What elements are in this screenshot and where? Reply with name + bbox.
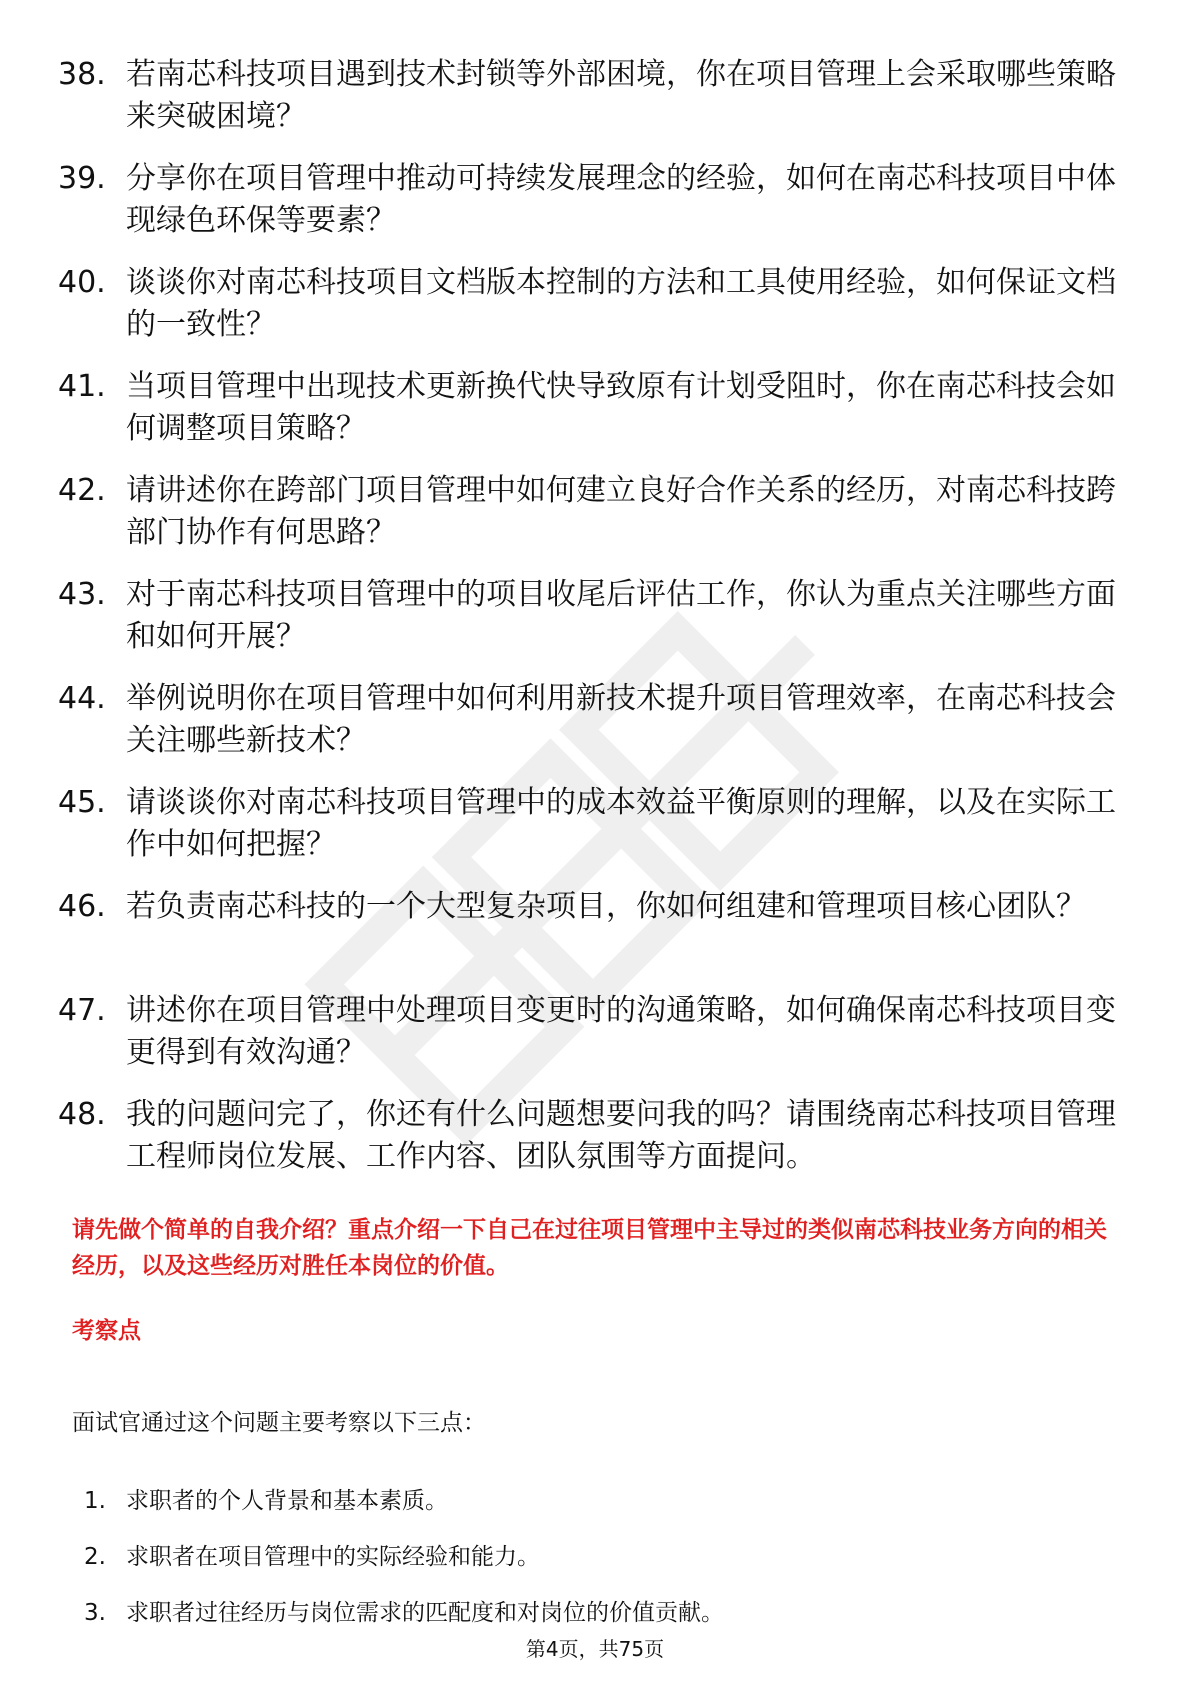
- question-text: 我的问题问完了，你还有什么问题想要问我的吗？请围绕南芯科技项目管理工程师岗位发展、工作内容、团队氛围等方面提问。: [126, 1097, 1116, 1174]
- question-item: [58, 1094, 1118, 1178]
- point-text: 求职者过往经历与岗位需求的匹配度和对岗位的价值贡献。: [126, 1600, 724, 1626]
- question-item: [58, 470, 1118, 554]
- question-item: [58, 262, 1118, 346]
- question-number: 45.: [58, 785, 106, 820]
- point-number: 1.: [84, 1488, 106, 1514]
- question-text: 谈谈你对南芯科技项目文档版本控制的方法和工具使用经验，如何保证文档的一致性？: [126, 265, 1116, 342]
- question-number: 48.: [58, 1097, 106, 1132]
- point-item: [84, 1542, 1084, 1572]
- question-number: 44.: [58, 681, 106, 716]
- point-item: [84, 1486, 1084, 1516]
- question-item: [58, 990, 1118, 1074]
- lead-text: 面试官通过这个问题主要考察以下三点：: [72, 1410, 486, 1436]
- question-item: [58, 886, 1118, 970]
- question-number: 42.: [58, 473, 106, 508]
- question-item: [58, 678, 1118, 762]
- question-item: [58, 366, 1118, 450]
- question-number: 41.: [58, 369, 106, 404]
- point-number: 2.: [84, 1544, 106, 1570]
- question-list: [58, 54, 1118, 1198]
- question-item: [58, 574, 1118, 658]
- question-item: [58, 158, 1118, 242]
- page-footer: 第4页，共75页: [525, 1637, 665, 1661]
- question-text: 讲述你在项目管理中处理项目变更时的沟通策略，如何确保南芯科技项目变更得到有效沟通？: [126, 993, 1116, 1070]
- question-item: [58, 782, 1118, 866]
- question-number: 43.: [58, 577, 106, 612]
- point-number: 3.: [84, 1600, 106, 1626]
- question-text: 分享你在项目管理中推动可持续发展理念的经验，如何在南芯科技项目中体现绿色环保等要素？: [126, 161, 1116, 238]
- question-text: 当项目管理中出现技术更新换代快导致原有计划受阻时，你在南芯科技会如何调整项目策略？: [126, 369, 1116, 446]
- question-text: 请谈谈你对南芯科技项目管理中的成本效益平衡原则的理解，以及在实际工作中如何把握？: [126, 785, 1116, 862]
- question-text: 请讲述你在跨部门项目管理中如何建立良好合作关系的经历，对南芯科技跨部门协作有何思路？: [126, 473, 1116, 550]
- section-title: 考察点: [72, 1318, 141, 1344]
- question-number: 46.: [58, 889, 106, 924]
- intro-prompt: 请先做个简单的自我介绍？重点介绍一下自己在过往项目管理中主导过的类似南芯科技业务方向的相关经历，以及这些经历对胜任本岗位的价值。: [72, 1217, 1107, 1279]
- point-text: 求职者在项目管理中的实际经验和能力。: [126, 1544, 540, 1570]
- question-number: 40.: [58, 265, 106, 300]
- point-item: [84, 1598, 1084, 1628]
- question-item: [58, 54, 1118, 138]
- question-number: 39.: [58, 161, 106, 196]
- evaluation-points: [84, 1486, 1084, 1654]
- question-text: 若负责南芯科技的一个大型复杂项目，你如何组建和管理项目核心团队？: [126, 889, 1086, 924]
- question-number: 38.: [58, 57, 106, 92]
- question-text: 对于南芯科技项目管理中的项目收尾后评估工作，你认为重点关注哪些方面和如何开展？: [126, 577, 1116, 654]
- question-text: 若南芯科技项目遇到技术封锁等外部困境，你在项目管理上会采取哪些策略来突破困境？: [126, 57, 1116, 134]
- question-number: 47.: [58, 993, 106, 1028]
- point-text: 求职者的个人背景和基本素质。: [126, 1488, 448, 1514]
- question-text: 举例说明你在项目管理中如何利用新技术提升项目管理效率，在南芯科技会关注哪些新技术？: [126, 681, 1116, 758]
